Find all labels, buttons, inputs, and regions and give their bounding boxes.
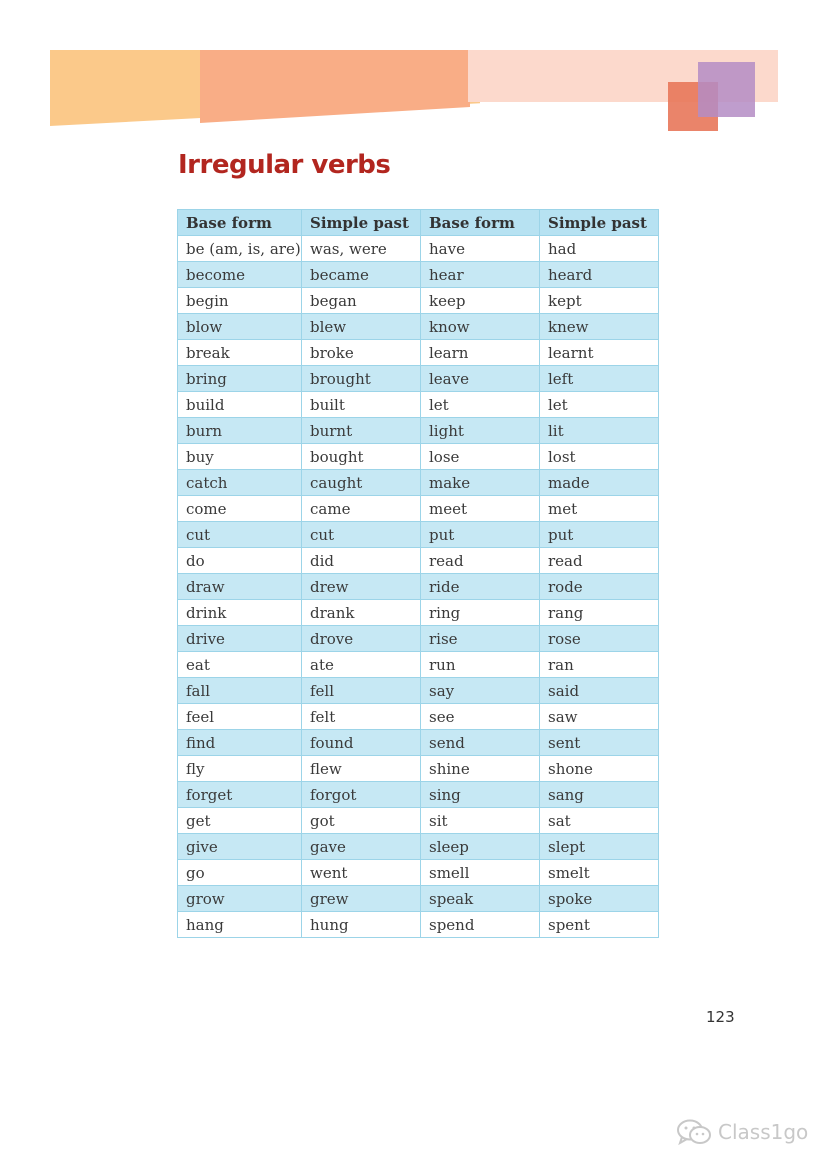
simple-past-cell: smelt xyxy=(540,860,659,886)
simple-past-cell: slept xyxy=(540,834,659,860)
base-form-cell: run xyxy=(421,652,540,678)
simple-past-cell: flew xyxy=(302,756,421,782)
table-row xyxy=(178,912,659,938)
banner-square-purple xyxy=(698,62,755,117)
table-row xyxy=(178,444,659,470)
header-banner xyxy=(0,0,826,140)
table-row xyxy=(178,418,659,444)
base-form-cell: bring xyxy=(178,366,302,392)
header-base-form: Base form xyxy=(421,210,540,236)
base-form-cell: have xyxy=(421,236,540,262)
table-row xyxy=(178,340,659,366)
simple-past-cell: grew xyxy=(302,886,421,912)
simple-past-cell: burnt xyxy=(302,418,421,444)
irregular-verbs-table xyxy=(177,209,659,938)
simple-past-cell: hung xyxy=(302,912,421,938)
table-body xyxy=(178,236,659,938)
table-row xyxy=(178,236,659,262)
simple-past-cell: sang xyxy=(540,782,659,808)
simple-past-cell: bought xyxy=(302,444,421,470)
base-form-cell: sit xyxy=(421,808,540,834)
table-row xyxy=(178,496,659,522)
base-form-cell: let xyxy=(421,392,540,418)
base-form-cell: grow xyxy=(178,886,302,912)
base-form-cell: make xyxy=(421,470,540,496)
simple-past-cell: found xyxy=(302,730,421,756)
base-form-cell: forget xyxy=(178,782,302,808)
simple-past-cell: blew xyxy=(302,314,421,340)
table-row xyxy=(178,392,659,418)
simple-past-cell: rode xyxy=(540,574,659,600)
base-form-cell: cut xyxy=(178,522,302,548)
simple-past-cell: lost xyxy=(540,444,659,470)
simple-past-cell: came xyxy=(302,496,421,522)
base-form-cell: hang xyxy=(178,912,302,938)
simple-past-cell: drew xyxy=(302,574,421,600)
simple-past-cell: made xyxy=(540,470,659,496)
table-row xyxy=(178,860,659,886)
simple-past-cell: felt xyxy=(302,704,421,730)
simple-past-cell: shone xyxy=(540,756,659,782)
simple-past-cell: broke xyxy=(302,340,421,366)
base-form-cell: begin xyxy=(178,288,302,314)
simple-past-cell: let xyxy=(540,392,659,418)
base-form-cell: spend xyxy=(421,912,540,938)
simple-past-cell: saw xyxy=(540,704,659,730)
simple-past-cell: knew xyxy=(540,314,659,340)
base-form-cell: be (am, is, are) xyxy=(178,236,302,262)
table-row xyxy=(178,262,659,288)
simple-past-cell: spent xyxy=(540,912,659,938)
simple-past-cell: was, were xyxy=(302,236,421,262)
base-form-cell: meet xyxy=(421,496,540,522)
simple-past-cell: had xyxy=(540,236,659,262)
simple-past-cell: met xyxy=(540,496,659,522)
simple-past-cell: cut xyxy=(302,522,421,548)
simple-past-cell: read xyxy=(540,548,659,574)
banner-shape-salmon xyxy=(200,50,470,123)
watermark-text: Class1go xyxy=(718,1120,809,1144)
table-header-row xyxy=(178,210,659,236)
base-form-cell: drink xyxy=(178,600,302,626)
base-form-cell: build xyxy=(178,392,302,418)
simple-past-cell: put xyxy=(540,522,659,548)
simple-past-cell: rose xyxy=(540,626,659,652)
base-form-cell: catch xyxy=(178,470,302,496)
table-row xyxy=(178,704,659,730)
base-form-cell: fly xyxy=(178,756,302,782)
table-row xyxy=(178,834,659,860)
simple-past-cell: forgot xyxy=(302,782,421,808)
simple-past-cell: rang xyxy=(540,600,659,626)
base-form-cell: give xyxy=(178,834,302,860)
simple-past-cell: ran xyxy=(540,652,659,678)
table-row xyxy=(178,730,659,756)
simple-past-cell: did xyxy=(302,548,421,574)
simple-past-cell: fell xyxy=(302,678,421,704)
table-row xyxy=(178,548,659,574)
base-form-cell: lose xyxy=(421,444,540,470)
table-row xyxy=(178,522,659,548)
base-form-cell: send xyxy=(421,730,540,756)
header-simple-past: Simple past xyxy=(302,210,421,236)
simple-past-cell: learnt xyxy=(540,340,659,366)
page-number: 123 xyxy=(706,1008,735,1026)
table-row xyxy=(178,314,659,340)
base-form-cell: break xyxy=(178,340,302,366)
base-form-cell: ring xyxy=(421,600,540,626)
watermark xyxy=(676,1118,808,1146)
base-form-cell: drive xyxy=(178,626,302,652)
base-form-cell: shine xyxy=(421,756,540,782)
base-form-cell: draw xyxy=(178,574,302,600)
base-form-cell: light xyxy=(421,418,540,444)
simple-past-cell: heard xyxy=(540,262,659,288)
base-form-cell: keep xyxy=(421,288,540,314)
table-row xyxy=(178,678,659,704)
base-form-cell: fall xyxy=(178,678,302,704)
base-form-cell: hear xyxy=(421,262,540,288)
simple-past-cell: lit xyxy=(540,418,659,444)
base-form-cell: find xyxy=(178,730,302,756)
base-form-cell: eat xyxy=(178,652,302,678)
base-form-cell: sleep xyxy=(421,834,540,860)
base-form-cell: smell xyxy=(421,860,540,886)
simple-past-cell: gave xyxy=(302,834,421,860)
base-form-cell: come xyxy=(178,496,302,522)
base-form-cell: feel xyxy=(178,704,302,730)
base-form-cell: leave xyxy=(421,366,540,392)
simple-past-cell: became xyxy=(302,262,421,288)
table-row xyxy=(178,886,659,912)
table-row xyxy=(178,652,659,678)
simple-past-cell: began xyxy=(302,288,421,314)
simple-past-cell: left xyxy=(540,366,659,392)
base-form-cell: do xyxy=(178,548,302,574)
simple-past-cell: sat xyxy=(540,808,659,834)
table-row xyxy=(178,626,659,652)
base-form-cell: become xyxy=(178,262,302,288)
simple-past-cell: kept xyxy=(540,288,659,314)
simple-past-cell: sent xyxy=(540,730,659,756)
base-form-cell: learn xyxy=(421,340,540,366)
header-base-form: Base form xyxy=(178,210,302,236)
table-row xyxy=(178,470,659,496)
base-form-cell: rise xyxy=(421,626,540,652)
base-form-cell: go xyxy=(178,860,302,886)
table-row xyxy=(178,288,659,314)
table-row xyxy=(178,366,659,392)
simple-past-cell: ate xyxy=(302,652,421,678)
simple-past-cell: said xyxy=(540,678,659,704)
base-form-cell: sing xyxy=(421,782,540,808)
base-form-cell: speak xyxy=(421,886,540,912)
base-form-cell: get xyxy=(178,808,302,834)
base-form-cell: buy xyxy=(178,444,302,470)
simple-past-cell: built xyxy=(302,392,421,418)
simple-past-cell: caught xyxy=(302,470,421,496)
base-form-cell: put xyxy=(421,522,540,548)
base-form-cell: burn xyxy=(178,418,302,444)
base-form-cell: blow xyxy=(178,314,302,340)
simple-past-cell: drove xyxy=(302,626,421,652)
simple-past-cell: drank xyxy=(302,600,421,626)
base-form-cell: say xyxy=(421,678,540,704)
page-title: Irregular verbs xyxy=(178,150,391,180)
wechat-icon xyxy=(676,1118,712,1146)
table-row xyxy=(178,574,659,600)
simple-past-cell: went xyxy=(302,860,421,886)
table-row xyxy=(178,756,659,782)
base-form-cell: ride xyxy=(421,574,540,600)
base-form-cell: know xyxy=(421,314,540,340)
header-simple-past: Simple past xyxy=(540,210,659,236)
base-form-cell: see xyxy=(421,704,540,730)
simple-past-cell: spoke xyxy=(540,886,659,912)
table-row xyxy=(178,808,659,834)
base-form-cell: read xyxy=(421,548,540,574)
simple-past-cell: got xyxy=(302,808,421,834)
simple-past-cell: brought xyxy=(302,366,421,392)
table-row xyxy=(178,782,659,808)
table-row xyxy=(178,600,659,626)
